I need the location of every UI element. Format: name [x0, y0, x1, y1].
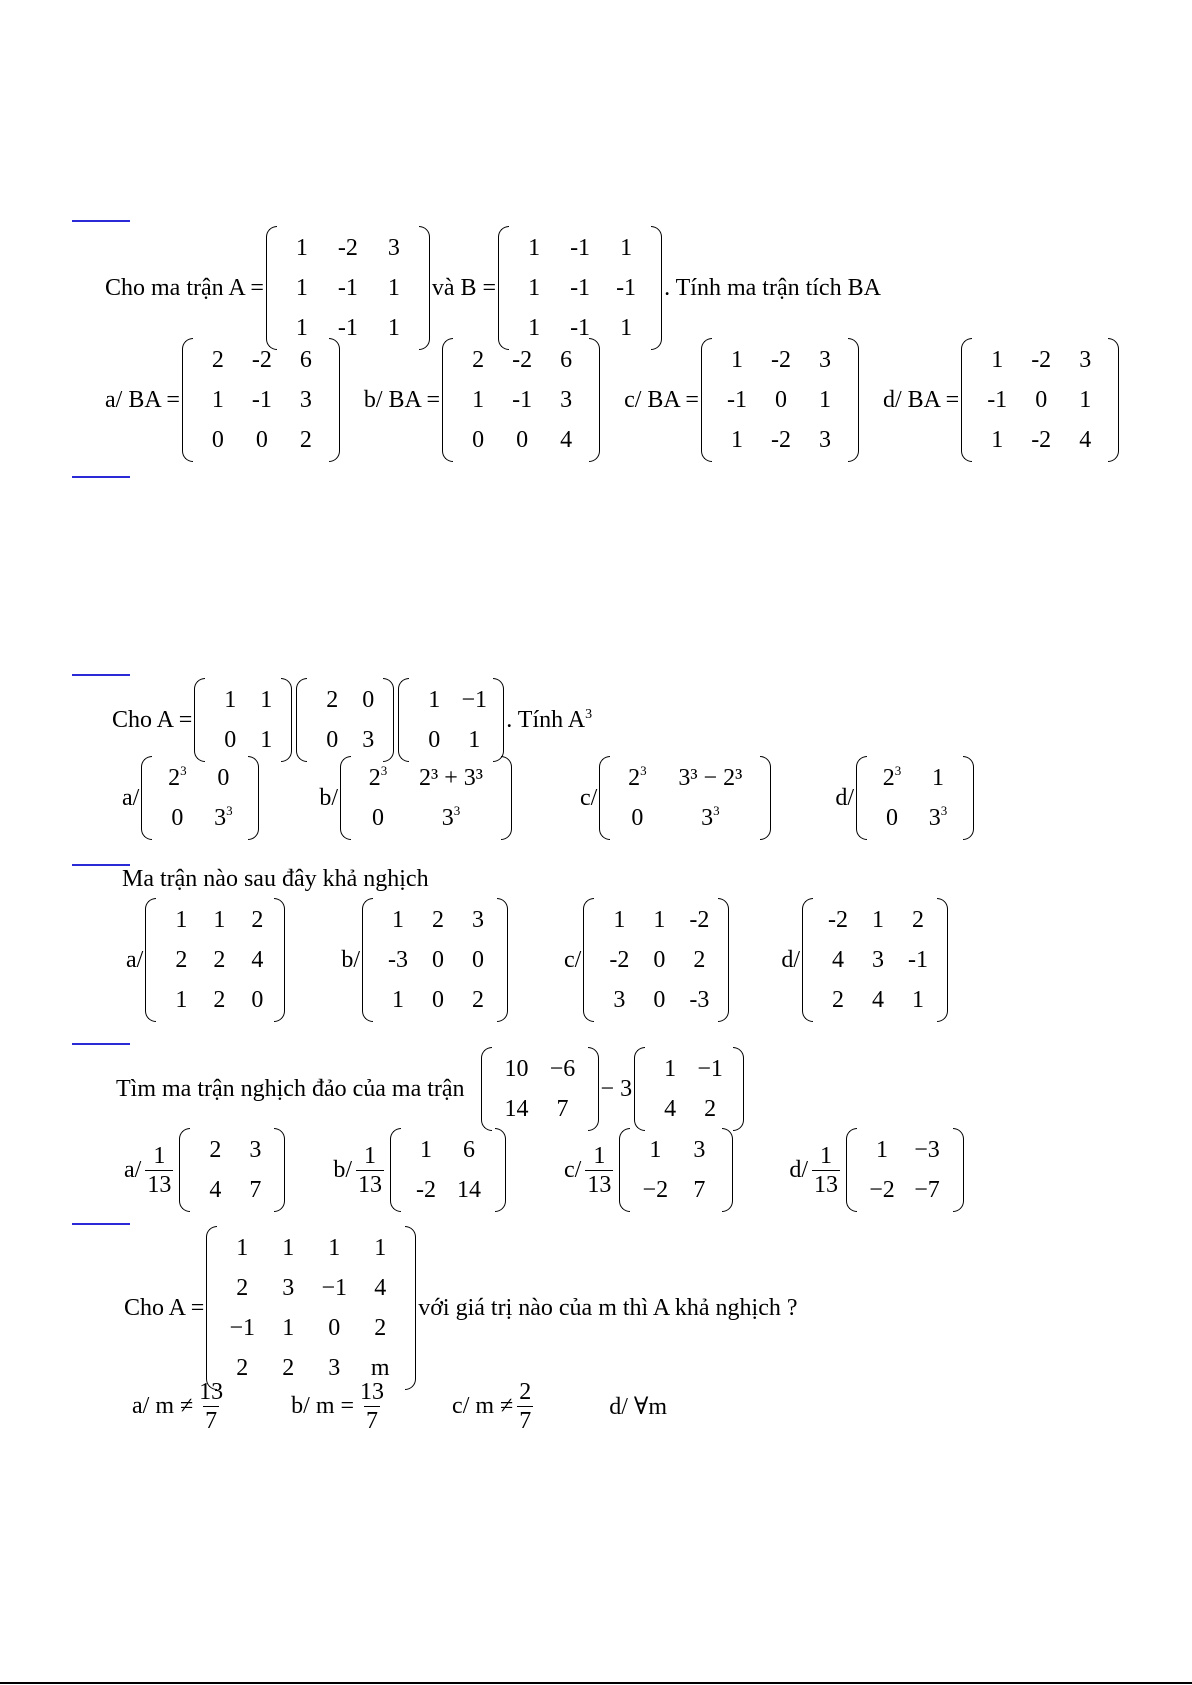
matrix-cell: -2 — [416, 1177, 436, 1203]
matrix-cell: −2 — [869, 1177, 895, 1203]
matrix-cell: 1 — [528, 235, 541, 261]
matrix-cell: 0 — [432, 987, 444, 1013]
matrix-cell: 2 — [213, 987, 226, 1013]
matrix-cell: 1 — [295, 315, 308, 341]
matrix-cell: 1 — [175, 907, 188, 933]
matrix-cell: 1 — [213, 907, 226, 933]
question-marker-5 — [72, 1223, 130, 1225]
matrix-cell: 0 — [224, 727, 237, 753]
q2-stem-prefix: Cho A = — [112, 706, 193, 733]
matrix-cell: 0 — [653, 987, 666, 1013]
matrix-cell: 0 — [516, 427, 529, 453]
q1-option-b-label: b/ BA = — [363, 386, 441, 413]
matrix-cell: -2 — [609, 947, 630, 973]
matrix-cell: $2^3$ — [168, 763, 187, 791]
q1-matrix-a — [266, 226, 430, 350]
matrix-cell: −6 — [549, 1056, 576, 1082]
matrix-cell: 1 — [295, 275, 308, 301]
matrix-cell: 3 — [362, 727, 375, 753]
question-marker-2 — [72, 674, 130, 676]
matrix-cell: 2³ + 3³ — [419, 765, 483, 791]
q5-matrix-a — [206, 1226, 416, 1390]
matrix-cell: 3 — [872, 947, 884, 973]
q1-option-c-label: c/ BA = — [624, 386, 699, 413]
matrix-cell: 0 — [886, 805, 898, 831]
matrix-cell: 1 — [468, 727, 481, 753]
matrix-cell: 3 — [328, 1355, 341, 1381]
matrix-cell: 2 — [175, 947, 188, 973]
matrix-cell: -2 — [337, 235, 358, 261]
matrix-cell: 2 — [704, 1096, 717, 1122]
q3-options — [126, 898, 950, 1022]
matrix-cell: 10 — [504, 1056, 529, 1082]
q5-stem-suffix: với giá trị nào của m thì A khả nghịch ? — [418, 1294, 798, 1321]
q2-stem — [112, 678, 592, 762]
matrix-cell: 0 — [217, 765, 230, 791]
q5-stem — [124, 1226, 798, 1390]
matrix-cell: 1 — [528, 275, 541, 301]
matrix-cell: $3^3$ — [701, 803, 720, 831]
matrix-cell: -2 — [1031, 347, 1052, 373]
matrix-cell: −1 — [229, 1315, 255, 1341]
q3-option-c-matrix — [583, 898, 729, 1022]
q2-matrix-3 — [398, 678, 504, 762]
matrix-cell: 14 — [504, 1096, 529, 1122]
matrix-cell: -3 — [689, 987, 710, 1013]
matrix-cell: $2^3$ — [368, 763, 388, 791]
question-marker-1-end — [72, 476, 130, 478]
q3-option-d-matrix — [802, 898, 948, 1022]
matrix-cell: -2 — [770, 347, 791, 373]
q1-option-d-label: d/ BA = — [882, 386, 960, 413]
q5-option-b-label: b/ m = — [291, 1393, 355, 1419]
matrix-cell: 1 — [912, 987, 924, 1013]
matrix-cell: 0 — [171, 805, 184, 831]
matrix-cell: 2 — [693, 947, 706, 973]
matrix-cell: 1 — [428, 687, 441, 713]
matrix-cell: -2 — [1031, 427, 1052, 453]
q1-option-d-matrix — [961, 338, 1119, 462]
matrix-cell: −1 — [461, 687, 487, 713]
matrix-cell: 1 — [872, 907, 884, 933]
q4-stem — [116, 1047, 746, 1131]
matrix-cell: 4 — [251, 947, 264, 973]
matrix-cell: $3^3$ — [441, 803, 461, 831]
matrix-cell: −7 — [914, 1177, 940, 1203]
matrix-cell: 4 — [560, 427, 573, 453]
matrix-cell: -1 — [616, 275, 637, 301]
matrix-cell: 1 — [374, 1235, 387, 1261]
matrix-cell: 2 — [299, 427, 312, 453]
matrix-cell: 0 — [255, 427, 268, 453]
matrix-cell: $3^3$ — [928, 803, 948, 831]
matrix-cell: 1 — [649, 1137, 662, 1163]
matrix-cell: $2^3$ — [882, 763, 902, 791]
matrix-cell: 3 — [472, 907, 484, 933]
q5-option-c-label: c/ m ≠ — [452, 1393, 514, 1419]
matrix-cell: 0 — [774, 387, 787, 413]
matrix-cell: 3 — [249, 1137, 262, 1163]
matrix-cell: 3 — [693, 1137, 706, 1163]
matrix-cell: 2 — [209, 1137, 222, 1163]
matrix-cell: 1 — [295, 235, 308, 261]
q4-option-a-fraction: $\frac{1}{13}$ — [147, 1142, 172, 1198]
matrix-cell: 4 — [664, 1096, 677, 1122]
matrix-cell: −2 — [642, 1177, 669, 1203]
matrix-cell: 1 — [876, 1137, 888, 1163]
matrix-cell: 3 — [282, 1275, 295, 1301]
matrix-cell: $2^3$ — [628, 763, 647, 791]
matrix-cell: 7 — [693, 1177, 706, 1203]
q3-option-d-label: d/ — [781, 946, 800, 973]
matrix-cell: −1 — [321, 1275, 347, 1301]
matrix-cell: 2 — [374, 1315, 387, 1341]
q1-matrix-b — [498, 226, 662, 350]
matrix-cell: 3 — [560, 387, 573, 413]
q4-minus-coefficient: − 3 — [600, 1075, 633, 1102]
matrix-cell: 1 — [387, 275, 400, 301]
matrix-cell: 0 — [1035, 387, 1048, 413]
matrix-cell: -2 — [512, 347, 533, 373]
q4-option-c-label: c/ — [564, 1156, 582, 1183]
q3-option-b-label: b/ — [341, 946, 360, 973]
matrix-cell: 1 — [620, 315, 633, 341]
matrix-cell: 1 — [420, 1137, 432, 1163]
matrix-cell: 1 — [620, 235, 633, 261]
matrix-cell: -1 — [251, 387, 272, 413]
matrix-cell: -3 — [388, 947, 408, 973]
q2-option-d-matrix — [856, 756, 974, 840]
matrix-cell: 1 — [991, 347, 1004, 373]
matrix-cell: 6 — [463, 1137, 475, 1163]
matrix-cell: −3 — [914, 1137, 940, 1163]
matrix-cell: 1 — [730, 427, 743, 453]
q4-option-b-label: b/ — [333, 1156, 352, 1183]
matrix-cell: 1 — [282, 1315, 295, 1341]
matrix-cell: 0 — [653, 947, 666, 973]
matrix-cell: -2 — [828, 907, 848, 933]
matrix-cell: 3 — [818, 427, 831, 453]
q2-matrix-1 — [194, 678, 292, 762]
q3-option-a-label: a/ — [126, 946, 144, 973]
q5-option-a-fraction: $\frac{13}{7}$ — [199, 1379, 224, 1434]
matrix-cell: -1 — [570, 235, 591, 261]
matrix-cell: 2 — [472, 347, 485, 373]
q4-stem-prefix: Tìm ma trận nghịch đảo của ma trận — [116, 1075, 465, 1102]
matrix-cell: 1 — [392, 907, 404, 933]
q1-stem-suffix: . Tính ma trận tích BA — [664, 274, 881, 301]
matrix-cell: 4 — [1079, 427, 1092, 453]
matrix-cell: -1 — [512, 387, 533, 413]
q1-stem — [105, 226, 881, 350]
q1-option-b-matrix — [442, 338, 600, 462]
q5-option-a-label: a/ m ≠ — [132, 1393, 194, 1419]
q4-option-b-matrix — [390, 1128, 506, 1212]
matrix-cell: 1 — [392, 987, 404, 1013]
matrix-cell: 3 — [299, 387, 312, 413]
matrix-cell: 1 — [653, 907, 666, 933]
matrix-cell: 1 — [664, 1056, 677, 1082]
matrix-cell: -1 — [570, 315, 591, 341]
matrix-cell: 3 — [613, 987, 626, 1013]
matrix-cell: 3 — [387, 235, 400, 261]
matrix-cell: 1 — [991, 427, 1004, 453]
q2-option-d-label: d/ — [835, 784, 854, 811]
q1-option-c-matrix — [701, 338, 859, 462]
page-bottom-rule — [0, 1682, 1192, 1684]
matrix-cell: 14 — [457, 1177, 481, 1203]
q4-options — [124, 1128, 966, 1212]
matrix-cell: 2 — [282, 1355, 295, 1381]
matrix-cell: 1 — [818, 387, 831, 413]
q4-option-d-fraction: $\frac{1}{13}$ — [814, 1142, 838, 1198]
q4-option-c-matrix — [619, 1128, 733, 1212]
q5-options — [132, 1378, 667, 1435]
q5-option-b-fraction: $\frac{13}{7}$ — [360, 1379, 385, 1434]
matrix-cell: 2 — [213, 947, 226, 973]
q3-option-b-matrix — [362, 898, 508, 1022]
matrix-cell: 0 — [326, 727, 339, 753]
matrix-cell: 0 — [328, 1315, 341, 1341]
q4-matrix-2 — [634, 1047, 744, 1131]
q1-stem-conj: và B = — [431, 274, 497, 301]
matrix-cell: 6 — [299, 347, 312, 373]
matrix-cell: 2 — [432, 907, 444, 933]
matrix-cell: 1 — [472, 387, 485, 413]
q2-option-a-matrix — [141, 756, 259, 840]
q1-option-a-matrix — [182, 338, 340, 462]
matrix-cell: 1 — [387, 315, 400, 341]
matrix-cell: 1 — [730, 347, 743, 373]
q5-stem-prefix: Cho A = — [124, 1294, 205, 1321]
matrix-cell: 2 — [236, 1355, 249, 1381]
q2-option-b-label: b/ — [319, 784, 338, 811]
matrix-cell: -1 — [908, 947, 928, 973]
matrix-cell: -1 — [987, 387, 1008, 413]
q4-option-b-fraction: $\frac{1}{13}$ — [358, 1142, 382, 1198]
matrix-cell: 0 — [472, 427, 485, 453]
matrix-cell: 3³ − 2³ — [678, 765, 743, 791]
matrix-cell: -1 — [337, 275, 358, 301]
q4-option-d-matrix — [846, 1128, 964, 1212]
matrix-cell: -1 — [337, 315, 358, 341]
matrix-cell: 0 — [472, 947, 484, 973]
matrix-cell: 3 — [1079, 347, 1092, 373]
q1-option-a-label: a/ BA = — [105, 386, 180, 413]
q1-stem-prefix: Cho ma trận A = — [105, 274, 264, 301]
matrix-cell: 2 — [326, 687, 339, 713]
q4-option-a-matrix — [179, 1128, 285, 1212]
q2-stem-suffix: . Tính $A^3$ — [506, 706, 593, 733]
q2-option-b-matrix — [340, 756, 512, 840]
q2-option-c-matrix — [599, 756, 771, 840]
matrix-cell: 0 — [428, 727, 441, 753]
question-marker-1 — [72, 220, 130, 222]
q2-option-c-label: c/ — [580, 784, 598, 811]
matrix-cell: 0 — [362, 687, 375, 713]
matrix-cell: 1 — [175, 987, 188, 1013]
matrix-cell: 1 — [260, 727, 273, 753]
matrix-cell: 2 — [211, 347, 224, 373]
matrix-cell: 4 — [872, 987, 884, 1013]
matrix-cell: 1 — [932, 765, 944, 791]
q4-matrix-1 — [481, 1047, 599, 1131]
q2-stem-exponent: 3 — [585, 706, 593, 722]
matrix-cell: 0 — [211, 427, 224, 453]
matrix-cell: -2 — [689, 907, 710, 933]
q4-option-d-label: d/ — [789, 1156, 808, 1183]
q1-options — [105, 338, 1121, 462]
matrix-cell: 4 — [374, 1275, 387, 1301]
matrix-cell: 3 — [818, 347, 831, 373]
matrix-cell: 1 — [282, 1235, 295, 1261]
matrix-cell: 4 — [209, 1177, 222, 1203]
q4-option-c-fraction: $\frac{1}{13}$ — [587, 1142, 612, 1198]
matrix-cell: 2 — [832, 987, 844, 1013]
matrix-cell: 1 — [613, 907, 626, 933]
q2-options — [122, 756, 976, 840]
question-marker-4 — [72, 1043, 130, 1045]
matrix-cell: 2 — [912, 907, 924, 933]
matrix-cell: 4 — [832, 947, 844, 973]
matrix-cell: 1 — [1079, 387, 1092, 413]
matrix-cell: 1 — [260, 687, 273, 713]
q5-option-c-fraction: $\frac{2}{7}$ — [519, 1379, 532, 1434]
matrix-cell: 0 — [372, 805, 384, 831]
matrix-cell: -2 — [770, 427, 791, 453]
matrix-cell: 7 — [249, 1177, 262, 1203]
matrix-cell: m — [370, 1355, 390, 1381]
matrix-cell: 0 — [631, 805, 644, 831]
matrix-cell: 2 — [236, 1275, 249, 1301]
matrix-cell: 1 — [211, 387, 224, 413]
matrix-cell: 1 — [528, 315, 541, 341]
matrix-cell: 6 — [560, 347, 573, 373]
matrix-cell: −1 — [697, 1056, 723, 1082]
matrix-cell: 0 — [432, 947, 444, 973]
q3-option-a-matrix — [145, 898, 285, 1022]
matrix-cell: 0 — [251, 987, 264, 1013]
q3-stem-text: Ma trận nào sau đây khả nghịch — [122, 866, 429, 892]
matrix-cell: 1 — [224, 687, 237, 713]
q5-option-d-label: d/ ∀m — [609, 1394, 668, 1420]
q3-stem — [122, 866, 429, 893]
q2-option-a-label: a/ — [122, 784, 140, 811]
q2-matrix-2 — [296, 678, 394, 762]
matrix-cell: 7 — [556, 1096, 569, 1122]
matrix-cell: 2 — [251, 907, 264, 933]
matrix-cell: 2 — [472, 987, 484, 1013]
matrix-cell: -1 — [726, 387, 747, 413]
matrix-cell: 1 — [236, 1235, 249, 1261]
matrix-cell: -1 — [570, 275, 591, 301]
matrix-cell: 1 — [328, 1235, 341, 1261]
matrix-cell: -2 — [251, 347, 272, 373]
matrix-cell: $3^3$ — [214, 803, 233, 831]
q3-option-c-label: c/ — [564, 946, 582, 973]
q4-option-a-label: a/ — [124, 1156, 142, 1183]
